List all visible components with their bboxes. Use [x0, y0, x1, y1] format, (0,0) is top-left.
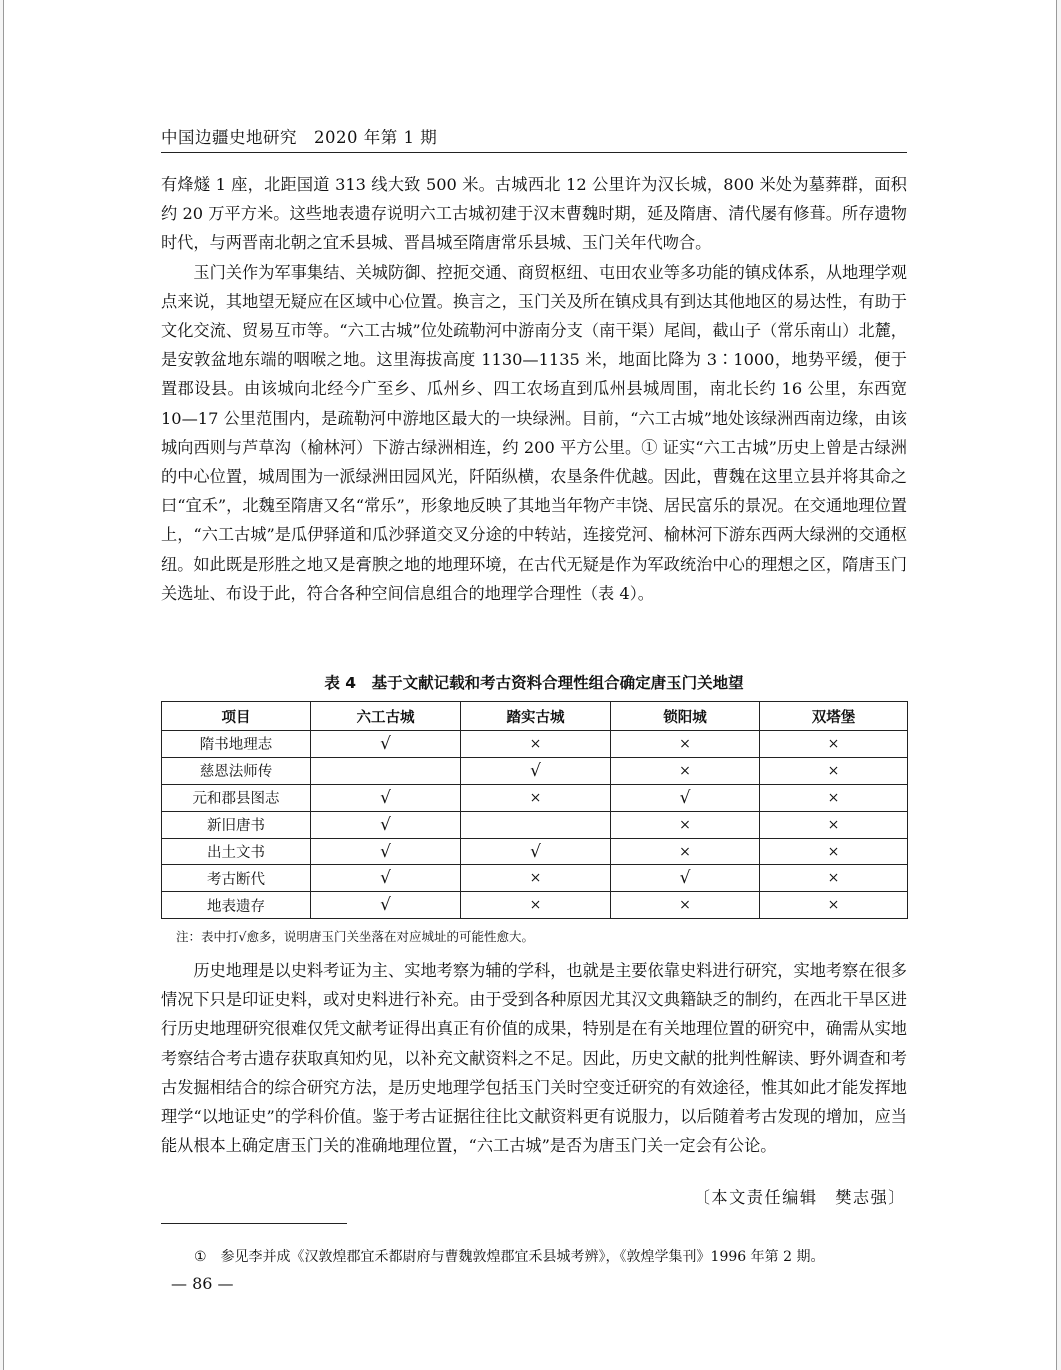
row-label-cell: 出土文书: [162, 838, 311, 865]
mark-cell: √: [311, 784, 461, 811]
mark-cell: ×: [760, 757, 908, 784]
table-row: [162, 838, 908, 865]
responsible-editor: 〔本文责任编辑 樊志强〕: [693, 1188, 906, 1207]
table-row: [162, 811, 908, 838]
mark-cell: √: [311, 865, 461, 892]
comparison-table: [161, 701, 908, 919]
column-header: 双塔堡: [760, 702, 908, 731]
body-text-lower: [161, 956, 907, 1160]
mark-cell: ×: [461, 731, 611, 758]
header-rule: [161, 152, 907, 153]
mark-cell: √: [611, 784, 760, 811]
table-row: [162, 865, 908, 892]
mark-cell: ×: [611, 811, 760, 838]
footnote-mark: ①: [194, 1249, 207, 1265]
mark-cell: ×: [461, 865, 611, 892]
row-label-cell: 新旧唐书: [162, 811, 311, 838]
mark-cell: [311, 757, 461, 784]
mark-cell: √: [311, 731, 461, 758]
mark-cell: √: [461, 838, 611, 865]
mark-cell: ×: [611, 892, 760, 919]
mark-cell: [461, 811, 611, 838]
page-number: — 86 —: [171, 1274, 234, 1293]
mark-cell: ×: [760, 838, 908, 865]
mark-cell: ×: [760, 784, 908, 811]
row-label-cell: 地表遗存: [162, 892, 311, 919]
table-row: [162, 731, 908, 758]
mark-cell: ×: [760, 892, 908, 919]
running-header: 中国边疆史地研究 2020 年第 1 期: [161, 128, 438, 147]
column-header: 锁阳城: [611, 702, 760, 731]
paragraph-3: 历史地理是以史料考证为主、实地考察为辅的学科，也就是主要依靠史料进行研究，实地考察在很多情况下只是印证史料，或对史料进行补充。由于受到各种原因尤其汉文典籍缺乏的制约，在西北干旱区进行历史地理研究很难仅凭文献考证得出真正有价值的成果，特别是在有关地理位置的研究中，确需从实地考察结合考古遗存获取真知灼见，以补充文献资料之不足。因此，历史文献的批判性解读、野外调查和考古发掘相结合的综合研究方法，是历史地理学包括玉门关时空变迁研究的有效途径，惟其如此才能发挥地理学“以地证史”的学科价值。鉴于考古证据往往比文献资料更有说服力，以后随着考古发现的增加，应当能从根本上确定唐玉门关的准确地理位置，“六工古城”是否为唐玉门关一定会有公论。: [161, 961, 907, 1156]
table-header-row: [162, 702, 908, 731]
column-header: 踏实古城: [461, 702, 611, 731]
mark-cell: √: [611, 865, 760, 892]
row-label-cell: 隋书地理志: [162, 731, 311, 758]
mark-cell: √: [311, 892, 461, 919]
mark-cell: ×: [760, 811, 908, 838]
mark-cell: ×: [760, 731, 908, 758]
journal-page: [3, 0, 1057, 1370]
table-title: 表 4 基于文献记载和考古资料合理性组合确定唐玉门关地望: [324, 674, 744, 692]
mark-cell: ×: [461, 892, 611, 919]
body-text-upper: [161, 170, 907, 608]
column-header: 六工古城: [311, 702, 461, 731]
mark-cell: ×: [611, 731, 760, 758]
table-note: 注：表中打√愈多，说明唐玉门关坐落在对应城址的可能性愈大。: [176, 929, 534, 944]
mark-cell: ×: [461, 784, 611, 811]
paragraph-1: 有烽燧 1 座，北距国道 313 线大致 500 米。古城西北 12 公里许为汉长城，800 米处为墓葬群，面积约 20 万平方米。这些地表遗存说明六工古城初建于汉末曹魏时期，延及隋唐、清代屡有修葺。所存遗物时代，与两晋南北朝之宜禾县城、晋昌城至隋唐常乐县城、玉门关年代吻合。: [161, 175, 907, 253]
column-header: 项目: [162, 702, 311, 731]
footnote-rule: [161, 1223, 347, 1224]
footnote-text: 参见李并成《汉敦煌郡宜禾都尉府与曹魏敦煌郡宜禾县城考辨》，《敦煌学集刊》1996 年第 2 期。: [220, 1249, 825, 1265]
mark-cell: ×: [611, 838, 760, 865]
table-body: [162, 731, 908, 919]
row-label-cell: 慈恩法师传: [162, 757, 311, 784]
mark-cell: √: [311, 811, 461, 838]
row-label-cell: 考古断代: [162, 865, 311, 892]
mark-cell: √: [461, 757, 611, 784]
footnote: [194, 1246, 906, 1266]
mark-cell: √: [311, 838, 461, 865]
table-row: [162, 757, 908, 784]
row-label-cell: 元和郡县图志: [162, 784, 311, 811]
mark-cell: ×: [611, 757, 760, 784]
mark-cell: ×: [760, 865, 908, 892]
table-row: [162, 784, 908, 811]
table-row: [162, 892, 908, 919]
paragraph-2: 玉门关作为军事集结、关城防御、控扼交通、商贸枢纽、屯田农业等多功能的镇戍体系，从地理学观点来说，其地望无疑应在区域中心位置。换言之，玉门关及所在镇戍具有到达其他地区的易达性，有助于文化交流、贸易互市等。“六工古城”位处疏勒河中游南分支（南干渠）尾闾，截山子（常乐南山）北麓，是安敦盆地东端的咽喉之地。这里海拔高度 1130—1135 米，地面比降为 3∶1000，地势平缓，便于置郡设县。由该城向北经今广至乡、瓜州乡、四工农场直到瓜州县城周围，南北长约 16 公里，东西宽 10—17 公里范围内，是疏勒河中游地区最大的一块绿洲。目前，“六工古城”地处该绿洲西南边缘，由该城向西则与芦草沟（榆林河）下游古绿洲相连，约 200 平方公里。① 证实“六工古城”历史上曾是古绿洲的中心位置，城周围为一派绿洲田园风光，阡陌纵横，农垦条件优越。因此，曹魏在这里立县并将其命之曰“宜禾”，北魏至隋唐又名“常乐”，形象地反映了其地当年物产丰饶、居民富乐的景况。在交通地理位置上，“六工古城”是瓜伊驿道和瓜沙驿道交叉分途的中转站，连接党河、榆林河下游东西两大绿洲的交通枢纽。如此既是形胜之地又是膏腴之地的地理环境，在古代无疑是作为军政统治中心的理想之区，隋唐玉门关选址、布设于此，符合各种空间信息组合的地理学合理性（表 4）。: [161, 262, 907, 603]
